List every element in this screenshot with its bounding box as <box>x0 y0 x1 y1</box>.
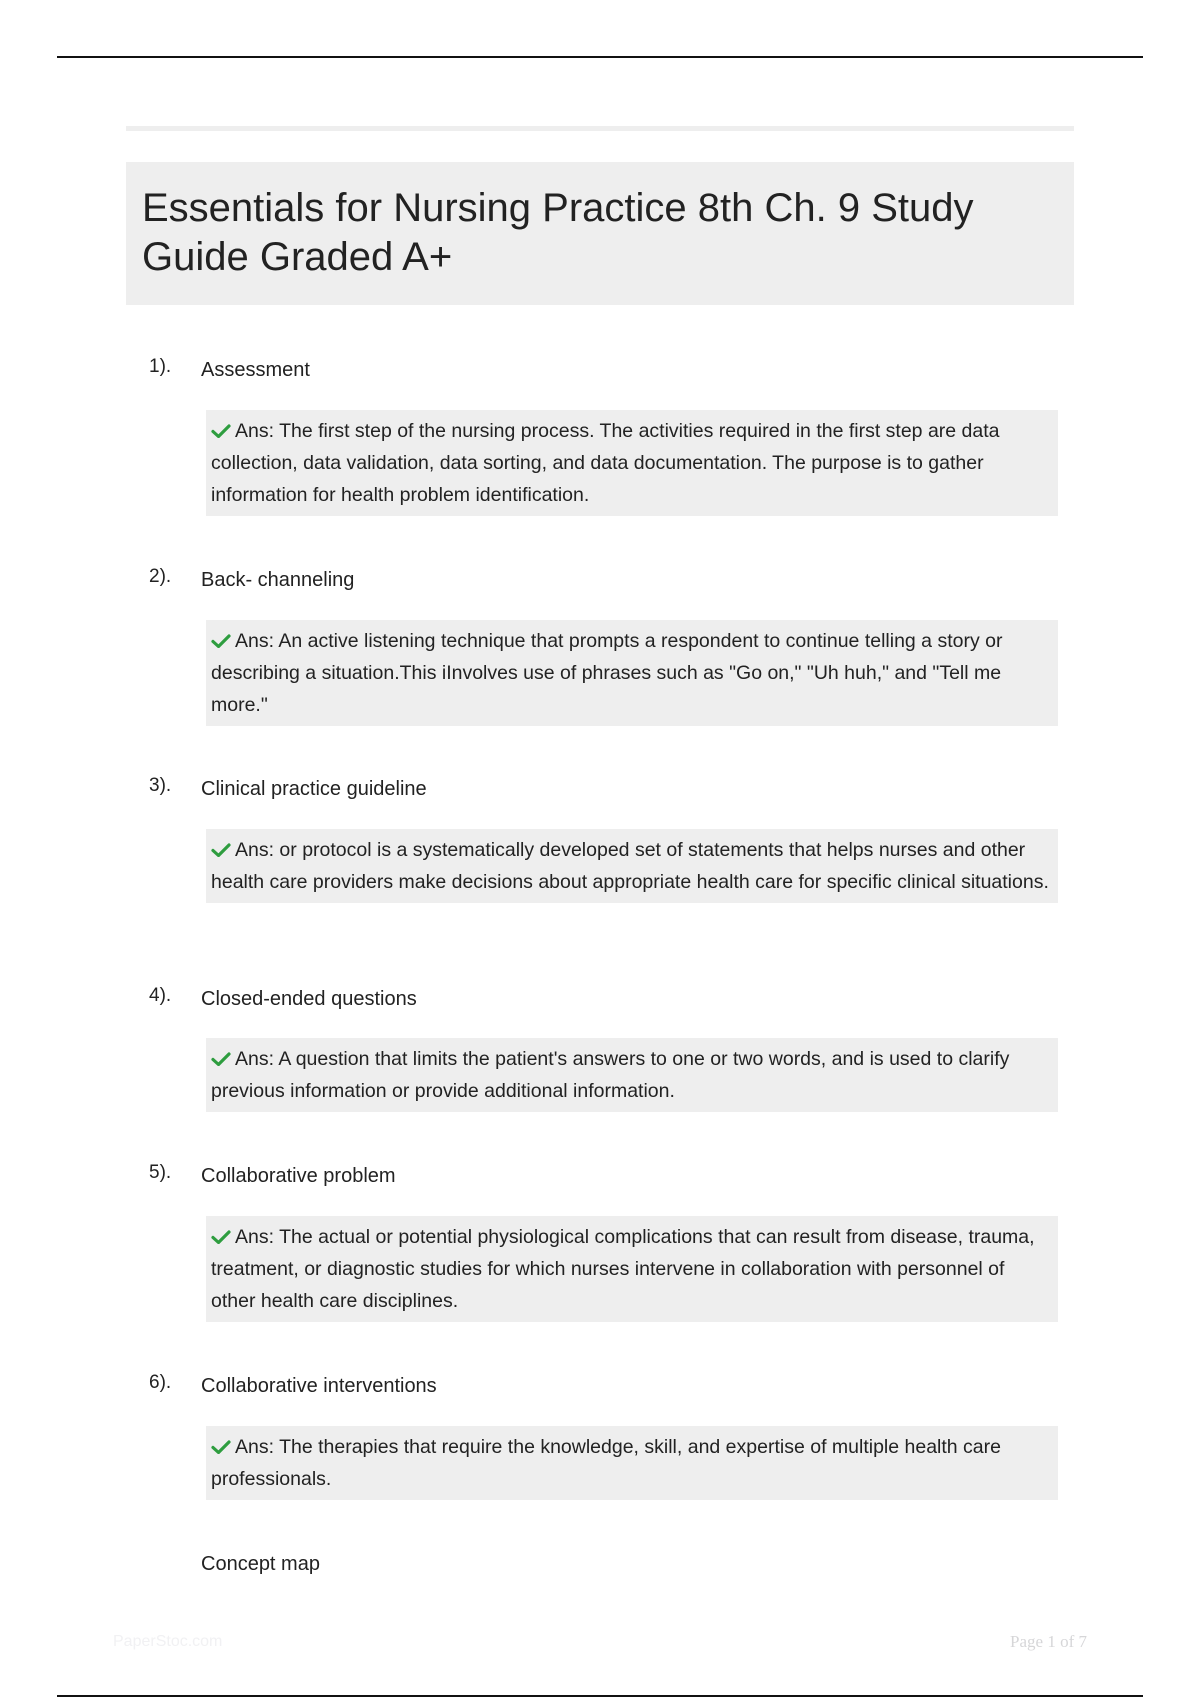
item-term: Collaborative interventions <box>201 1375 437 1397</box>
page-top-rule <box>57 56 1143 58</box>
answer-box <box>206 1216 1058 1322</box>
answer-text: Ans: An active listening technique that prompts a respondent to continue telling a story or describing a situation.This iInvolves use of phrases such as "Go on," "Uh huh," and "Tell me more." <box>211 630 1003 716</box>
checkmark-icon <box>211 1052 231 1066</box>
checkmark-icon <box>211 843 231 857</box>
answer-text: Ans: The actual or potential physiological complications that can result from disease, trauma, treatment, or diagnostic studies for which nurses intervene in collaboration with personnel of other health care disciplines. <box>211 1226 1035 1312</box>
answer-box <box>206 410 1058 516</box>
answer-box <box>206 829 1058 903</box>
checkmark-icon <box>211 1440 231 1454</box>
item-number: 5). <box>149 1162 172 1183</box>
document-title: Essentials for Nursing Practice 8th Ch. 9 Study Guide Graded A+ <box>142 186 974 279</box>
item-number: 1). <box>149 356 172 377</box>
item-term: Closed-ended questions <box>201 988 417 1010</box>
answer-box <box>206 620 1058 726</box>
item-term: Collaborative problem <box>201 1165 396 1187</box>
item-number: 6). <box>149 1372 172 1393</box>
item-term: Concept map <box>201 1553 320 1575</box>
item-term: Back- channeling <box>201 569 355 591</box>
checkmark-icon <box>211 634 231 648</box>
answer-box <box>206 1038 1058 1112</box>
answer-text: Ans: or protocol is a systematically developed set of statements that helps nurses and other health care providers make decisions about appropriate health care for specific clinical situations. <box>211 839 1049 893</box>
item-number: 3). <box>149 775 172 796</box>
checkmark-icon <box>211 424 231 438</box>
title-divider <box>126 126 1074 131</box>
footer-watermark: PaperStoc.com <box>113 1633 223 1650</box>
item-number: 4). <box>149 985 172 1006</box>
item-number: 2). <box>149 566 172 587</box>
answer-text: Ans: The therapies that require the knowledge, skill, and expertise of multiple health care professionals. <box>211 1436 1001 1490</box>
checkmark-icon <box>211 1230 231 1244</box>
title-box <box>126 162 1074 305</box>
page-number: Page 1 of 7 <box>1010 1632 1087 1651</box>
page-bottom-rule <box>57 1695 1143 1697</box>
item-term: Clinical practice guideline <box>201 778 427 800</box>
item-term: Assessment <box>201 359 310 381</box>
answer-text: Ans: A question that limits the patient's answers to one or two words, and is used to clarify previous information or provide additional information. <box>211 1048 1010 1102</box>
answer-box <box>206 1426 1058 1500</box>
answer-text: Ans: The first step of the nursing process. The activities required in the first step are data collection, data validation, data sorting, and data documentation. The purpose is to gather information for health problem identification. <box>211 420 1000 506</box>
